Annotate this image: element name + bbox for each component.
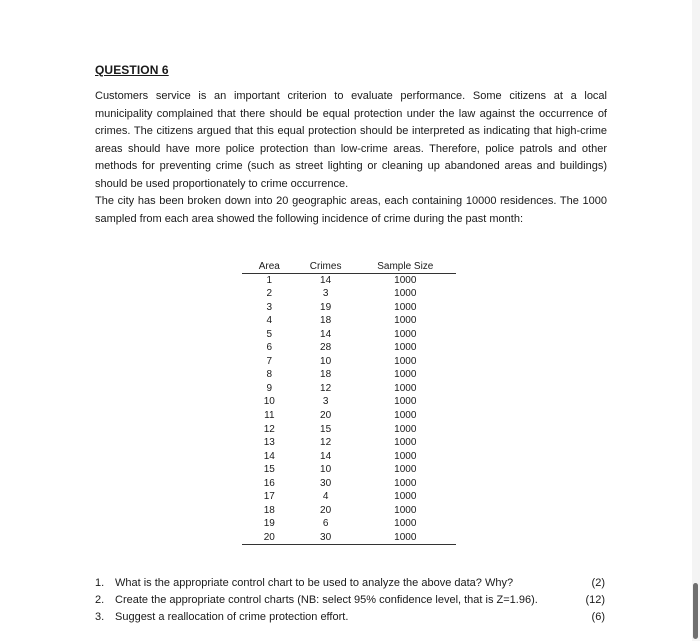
subquestion-text: What is the appropriate control chart to be used to analyze the above data? Why? — [115, 577, 514, 589]
cell-sample-size: 1000 — [394, 315, 417, 327]
cell-area: 3 — [266, 301, 273, 313]
cell-area: 8 — [266, 369, 273, 381]
cell-crimes: 18 — [320, 315, 332, 327]
subquestion-list — [95, 575, 605, 626]
table-header-row — [242, 245, 456, 273]
table-row — [242, 463, 456, 477]
cell-sample-size: 1000 — [394, 328, 417, 340]
cell-crimes: 30 — [320, 477, 332, 489]
subquestion-text: Create the appropriate control charts (NB: select 95% confidence level, that is Z=1.96). — [115, 594, 538, 606]
cell-area: 1 — [266, 274, 273, 286]
cell-sample-size: 1000 — [394, 491, 417, 503]
table-row — [242, 450, 456, 464]
table-row — [242, 436, 456, 450]
cell-sample-size: 1000 — [394, 288, 417, 300]
cell-area: 10 — [263, 396, 275, 408]
subquestion-item — [95, 609, 605, 626]
table-row — [242, 368, 456, 382]
cell-crimes: 3 — [322, 396, 329, 408]
scrollbar-thumb[interactable] — [693, 583, 698, 639]
cell-crimes: 18 — [320, 369, 332, 381]
cell-area: 12 — [263, 423, 275, 435]
cell-crimes: 14 — [320, 274, 332, 286]
cell-crimes: 30 — [297, 531, 355, 545]
table-row — [242, 409, 456, 423]
subquestion-item — [95, 575, 605, 592]
header-sample-size: Sample Size — [355, 245, 456, 273]
cell-area: 16 — [263, 477, 275, 489]
table-row — [242, 301, 456, 315]
table-row — [242, 395, 456, 409]
header-crimes: Crimes — [297, 245, 355, 273]
cell-crimes: 14 — [320, 328, 332, 340]
table-row — [242, 490, 456, 504]
cell-sample-size: 1000 — [394, 450, 417, 462]
cell-sample-size: 1000 — [394, 369, 417, 381]
table-row — [242, 314, 456, 328]
cell-sample-size: 1000 — [394, 409, 417, 421]
viewer-edge — [692, 0, 700, 641]
cell-area: 9 — [266, 382, 273, 394]
cell-crimes: 10 — [320, 355, 332, 367]
cell-area: 11 — [264, 409, 275, 421]
cell-crimes: 19 — [320, 301, 332, 313]
cell-sample-size: 1000 — [355, 531, 456, 545]
subquestion-item — [95, 592, 605, 609]
table-row — [242, 273, 456, 287]
table-row — [242, 341, 456, 355]
subquestion-marks: (12) — [585, 594, 605, 606]
cell-sample-size: 1000 — [394, 477, 417, 489]
cell-crimes: 12 — [320, 437, 332, 449]
cell-area: 18 — [263, 504, 275, 516]
cell-crimes: 14 — [320, 450, 332, 462]
cell-crimes: 4 — [322, 491, 329, 503]
cell-area: 5 — [266, 328, 273, 340]
question-paragraph-1: Customers service is an important criterion to evaluate performance. Some citizens at a local municipality complained that there should be equal protection under the law against the occurrence of crimes. The citizens argued that this equal protection should be interpreted as indicating that high-crime areas should have more police protection than low-crime areas. Therefore, police patrols and other methods for preventing crime (such as street lighting or cleaning up abandoned areas and buildings) should be used proportionately to crime occurrence. — [95, 90, 607, 190]
question-title: QUESTION 6 — [95, 63, 169, 77]
cell-sample-size: 1000 — [394, 504, 417, 516]
header-area: Area — [242, 245, 297, 273]
cell-sample-size: 1000 — [394, 464, 417, 476]
cell-area: 4 — [266, 315, 273, 327]
cell-area: 7 — [266, 355, 273, 367]
cell-crimes: 20 — [320, 409, 332, 421]
table-row — [242, 287, 456, 301]
cell-sample-size: 1000 — [394, 437, 417, 449]
cell-area: 14 — [263, 450, 275, 462]
table-row — [242, 423, 456, 437]
cell-area: 13 — [263, 437, 275, 449]
subquestion-text: Suggest a reallocation of crime protection effort. — [115, 611, 349, 623]
subquestion-number: 1. — [95, 577, 105, 589]
subquestion-number: 2. — [95, 594, 105, 606]
cell-sample-size: 1000 — [394, 274, 417, 286]
cell-sample-size: 1000 — [394, 518, 417, 530]
cell-sample-size: 1000 — [394, 396, 417, 408]
cell-sample-size: 1000 — [394, 355, 417, 367]
table-row — [242, 517, 456, 531]
table-row — [242, 531, 456, 545]
cell-sample-size: 1000 — [394, 382, 417, 394]
cell-crimes: 28 — [320, 342, 332, 354]
cell-area: 6 — [266, 342, 273, 354]
cell-crimes: 20 — [320, 504, 332, 516]
cell-area: 20 — [242, 531, 297, 545]
crime-data-table — [242, 245, 456, 545]
cell-sample-size: 1000 — [394, 423, 417, 435]
table-row — [242, 504, 456, 518]
subquestion-number: 3. — [95, 611, 105, 623]
cell-crimes: 12 — [320, 382, 332, 394]
question-paragraph-2: The city has been broken down into 20 geographic areas, each containing 10000 residences. The 1000 sampled from each area showed the following incidence of crime during the past month: — [95, 195, 607, 225]
cell-area: 19 — [263, 518, 275, 530]
cell-sample-size: 1000 — [394, 342, 417, 354]
cell-crimes: 15 — [320, 423, 332, 435]
cell-area: 2 — [266, 288, 273, 300]
table-row — [242, 477, 456, 491]
table-row — [242, 382, 456, 396]
cell-area: 15 — [263, 464, 275, 476]
cell-crimes: 6 — [322, 518, 329, 530]
table-body — [242, 273, 456, 545]
cell-area: 17 — [263, 491, 275, 503]
cell-crimes: 10 — [320, 464, 332, 476]
cell-sample-size: 1000 — [394, 301, 417, 313]
subquestion-marks: (2) — [591, 577, 605, 589]
cell-crimes: 3 — [322, 288, 329, 300]
table-row — [242, 328, 456, 342]
subquestion-marks: (6) — [591, 611, 605, 623]
table-row — [242, 355, 456, 369]
